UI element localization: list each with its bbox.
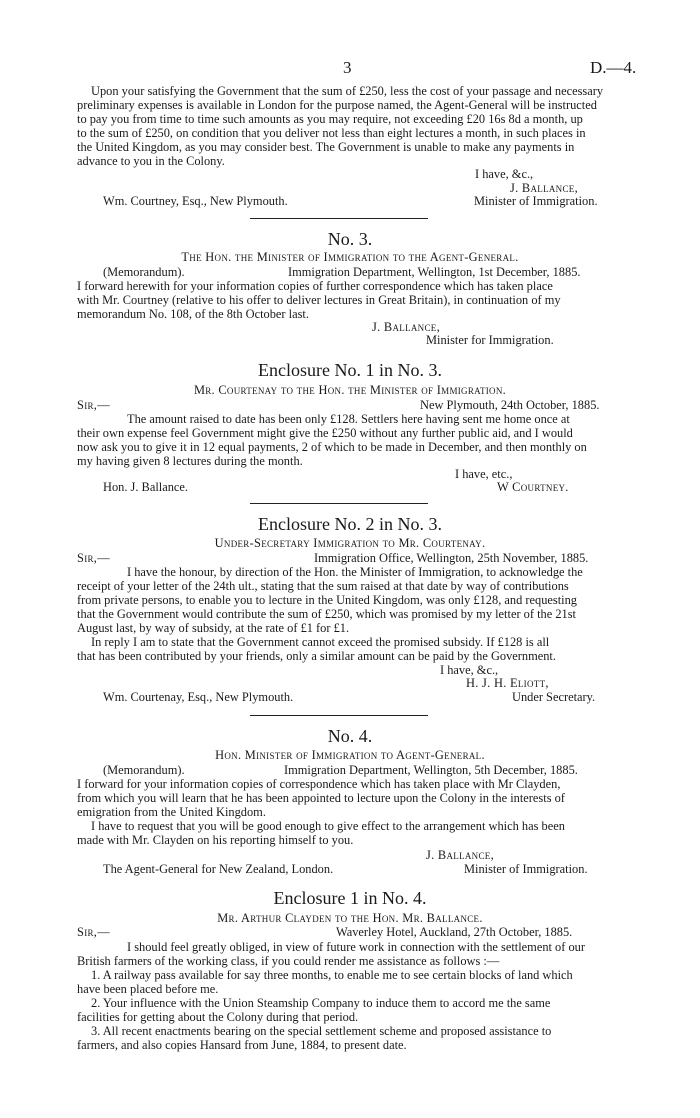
section-subheading: Hon. Minister of Immigration to Agent-General. [215,748,485,762]
signature: J. Ballance, [510,181,578,195]
body-line: their own expense feel Government might give the £250 without any further public aid, and I would [77,426,573,440]
body-line: advance to you in the Colony. [77,154,225,168]
place-date: Waverley Hotel, Auckland, 27th October, 1885. [336,925,573,939]
section-heading: No. 4. [327,726,373,746]
signatory-title: Minister for Immigration. [426,333,554,347]
body-line: from private persons, to enable you to lecture in the United Kingdom, was only £128, and requesting [77,593,577,607]
salutation: Sir,— [77,551,110,565]
body-line: emigration from the United Kingdom. [77,805,266,819]
body-line: memorandum No. 108, of the 8th October last. [77,307,309,321]
body-line: I forward for your information copies of correspondence which has taken place with Mr Clayden, [77,777,561,791]
body-line: the United Kingdom, as you may consider best. The Government is unable to make any payments in [77,140,575,154]
salutation: Sir,— [77,398,110,412]
body-line: now ask you to give it in 12 equal payments, 2 of which to be made in December, and then monthly on [77,440,587,454]
place-date: New Plymouth, 24th October, 1885. [420,398,600,412]
section-heading: No. 3. [327,229,373,249]
signatory-title: Minister of Immigration. [474,194,598,208]
memorandum-label: (Memorandum). [103,265,185,279]
place-date: Immigration Office, Wellington, 25th November, 1885. [314,551,589,565]
document-id: D.—4. [590,58,637,77]
signatory-title: Minister of Immigration. [464,862,588,876]
body-line: I have the honour, by direction of the Hon. the Minister of Immigration, to acknowledge the [127,565,583,579]
body-line: receipt of your letter of the 24th ult., stating that the sum raised at that date by way of contributions [77,579,569,593]
section-subheading: Mr. Arthur Clayden to the Hon. Mr. Ballance. [217,911,483,925]
body-line: my having given 8 lectures during the month. [77,454,303,468]
section-subheading: Mr. Courtenay to the Hon. the Minister of Immigration. [193,383,507,397]
body-line: August last, by way of subsidy, at the rate of £1 for £1. [77,621,350,635]
section-divider [250,715,428,716]
body-line: 2. Your influence with the Union Steamship Company to induce them to accord me the same [91,996,551,1010]
body-line: made with Mr. Clayden on his reporting himself to you. [77,833,354,847]
body-line: Upon your satisfying the Government that the sum of £250, less the cost of your passage and necessary [91,84,604,98]
body-line: The amount raised to date has been only £128. Settlers here having sent me home once at [127,412,570,426]
body-line: 3. All recent enactments bearing on the special settlement scheme and proposed assistance to [91,1024,552,1038]
signatory-title: Under Secretary. [512,690,596,704]
addressee: Wm. Courtney, Esq., New Plymouth. [103,194,288,208]
closing: I have, etc., [455,467,513,481]
place-date: Immigration Department, Wellington, 5th December, 1885. [284,763,578,777]
body-line: that the Government would contribute the sum of £250, which was promised by my letter of the 21st [77,607,576,621]
signature: H. J. H. Eliott, [466,676,549,690]
section-heading: Enclosure 1 in No. 4. [273,888,427,908]
closing: I have, &c., [440,663,499,677]
signature: J. Ballance, [426,848,494,862]
section-subheading: Under-Secretary Immigration to Mr. Courtenay. [214,536,486,550]
section-heading: Enclosure No. 1 in No. 3. [258,360,442,380]
addressee: Wm. Courtenay, Esq., New Plymouth. [103,690,294,704]
section-divider [250,503,428,504]
addressee: The Agent-General for New Zealand, London. [103,862,334,876]
body-line: I have to request that you will be good enough to give effect to the arrangement which has been [91,819,565,833]
signature: J. Ballance, [372,320,440,334]
closing: I have, &c., [475,167,534,181]
memorandum-label: (Memorandum). [103,763,185,777]
body-line: I forward herewith for your information copies of further correspondence which has taken place [77,279,553,293]
page-number: 3 [343,58,352,77]
addressee: Hon. J. Ballance. [103,480,188,494]
body-line: from which you will learn that he has been appointed to lecture upon the Colony in the interests of [77,791,565,805]
section-subheading: The Hon. the Minister of Immigration to the Agent-General. [181,250,519,264]
body-line: preliminary expenses is available in London for the purpose named, the Agent-General will be instructed [77,98,597,112]
body-line: I should feel greatly obliged, in view of future work in connection with the settlement of our [127,940,585,954]
section-heading: Enclosure No. 2 in No. 3. [258,514,442,534]
body-line: farmers, and also copies Hansard from June, 1884, to present date. [77,1038,407,1052]
body-line: 1. A railway pass available for say three months, to enable me to see certain blocks of land which [91,968,573,982]
body-line: that has been contributed by your friends, only a similar amount can be paid by the Government. [77,649,556,663]
place-date: Immigration Department, Wellington, 1st December, 1885. [288,265,581,279]
body-line: to pay you from time to time such amounts as you may require, not exceeding £20 16s 8d a month, up [77,112,583,126]
signature: W Courtney. [497,480,569,494]
body-line: with Mr. Courtney (relative to his offer to deliver lectures in Great Britain), in continuation of my [77,293,561,307]
salutation: Sir,— [77,925,110,939]
section-divider [250,218,428,219]
body-line: to the sum of £250, on condition that you deliver not less than eight lectures a month, in such places in [77,126,586,140]
body-line: have been placed before me. [77,982,219,996]
body-line: In reply I am to state that the Government cannot exceed the promised subsidy. If £128 is all [91,635,550,649]
body-line: British farmers of the working class, if you could render me assistance as follows :— [77,954,500,968]
body-line: facilities for getting about the Colony during that period. [77,1010,359,1024]
